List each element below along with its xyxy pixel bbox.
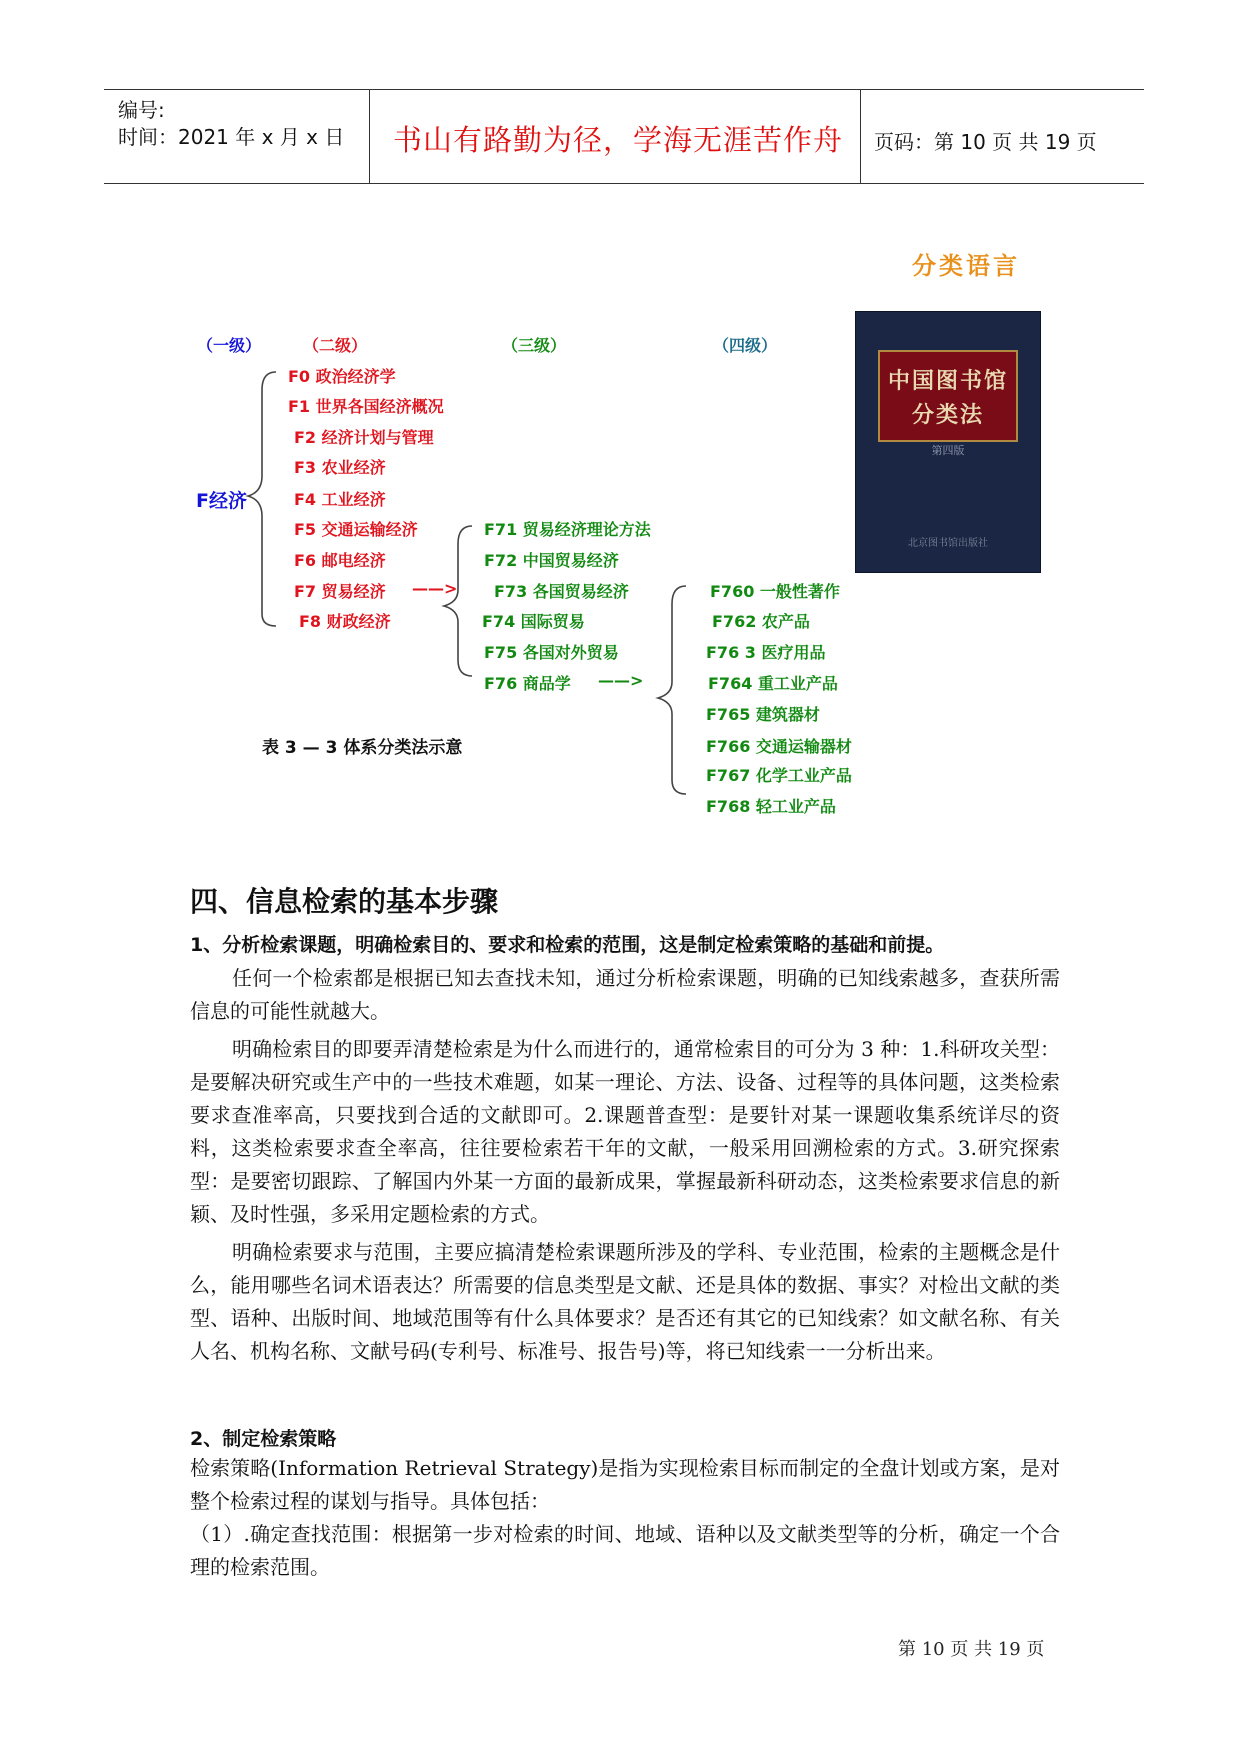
- diagram-caption: 表 3 — 3 体系分类法示意: [262, 738, 463, 758]
- level-label-2: （二级）: [303, 336, 368, 355]
- book-publisher: 北京图书馆出版社: [908, 538, 988, 549]
- level4-item: F764 重工业产品: [708, 674, 838, 693]
- paragraph: 明确检索要求与范围，主要应搞清楚检索课题所涉及的学科、专业范围，检索的主题概念是什么，能用哪些名词术语表达？所需要的信息类型是文献、还是具体的数据、事实？对检出文献的类型、语种、出版时间、地域范围等有什么具体要求？是否还有其它的已知线索？如文献名称、有关人名、机构名称、文献号码(专利号、标准号、报告号)等，将已知线索一一分析出来。: [190, 1240, 1060, 1363]
- level3-item: F75 各国对外贸易: [484, 643, 619, 662]
- level3-arrow: ——>: [598, 671, 644, 690]
- level4-item: F76 3 医疗用品: [706, 643, 826, 662]
- header-divider-right: [860, 89, 861, 183]
- level3-item: F73 各国贸易经济: [494, 582, 629, 601]
- level2-item: F6 邮电经济: [294, 551, 386, 570]
- root-node: F经济: [196, 490, 247, 512]
- level2-item: F8 财政经济: [299, 612, 391, 631]
- book-title-line2: 分类法: [911, 402, 984, 428]
- body-text: [190, 962, 1060, 1368]
- level2-item: F2 经济计划与管理: [294, 428, 434, 447]
- body-text-2: [190, 1452, 1060, 1584]
- book-edition: 第四版: [931, 444, 965, 457]
- step1-heading: 1、分析检索课题，明确检索目的、要求和检索的范围，这是制定检索策略的基础和前提。: [190, 934, 945, 956]
- level2-item: F1 世界各国经济概况: [288, 397, 444, 416]
- header-divider-left: [369, 89, 370, 183]
- level4-item: F766 交通运输器材: [706, 737, 852, 756]
- level2-item: F0 政治经济学: [288, 367, 396, 386]
- level-label-4: （四级）: [713, 336, 778, 355]
- header-motto: 书山有路勤为径，学海无涯苦作舟: [393, 123, 844, 157]
- book-label: [878, 350, 1018, 442]
- level-label-3: （三级）: [502, 336, 567, 355]
- level2-item: F4 工业经济: [294, 490, 386, 509]
- paragraph: （1）.确定查找范围：根据第一步对检索的时间、地域、语种以及文献类型等的分析，确定一个合理的检索范围。: [190, 1522, 1060, 1579]
- book-title-line1: 中国图书馆: [887, 368, 1008, 394]
- header-time-label: 时间：2021 年 x 月 x 日: [118, 125, 345, 149]
- level4-item: F765 建筑器材: [706, 705, 820, 724]
- level2-arrow: ——>: [412, 579, 458, 598]
- section-heading: 四、信息检索的基本步骤: [190, 885, 499, 918]
- diagram-title: 分类语言: [912, 252, 1020, 280]
- level4-item: F760 一般性著作: [710, 582, 840, 601]
- level4-item: F767 化学工业产品: [706, 766, 852, 785]
- level3-item: F74 国际贸易: [482, 612, 585, 631]
- level3-item: F71 贸易经济理论方法: [484, 520, 651, 539]
- level-label-1: （一级）: [197, 336, 262, 355]
- paragraph: 明确检索目的即要弄清楚检索是为什么而进行的，通常检索目的可分为 3 种：1.科研攻关型：是要解决研究或生产中的一些技术难题，如某一理论、方法、设备、过程等的具体问题，这类检索要求查准率高，只要找到合适的文献即可。2.课题普查型：是要针对某一课题收集系统详尽的资料，这类检索要求查全率高，往往要检索若干年的文献，一般采用回溯检索的方式。3.研究探索型：是要密切跟踪、了解国内外某一方面的最新成果，掌握最新科研动态，这类检索要求信息的新颖、及时性强，多采用定题检索的方式。: [190, 1037, 1060, 1226]
- level3-item: F76 商品学: [484, 674, 571, 693]
- book-cover-image: [855, 311, 1041, 573]
- header-page-info: 页码：第 10 页 共 19 页: [874, 130, 1097, 154]
- level3-item: F72 中国贸易经济: [484, 551, 619, 570]
- paragraph: 检索策略(Information Retrieval Strategy)是指为实现检索目标而制定的全盘计划或方案，是对整个检索过程的谋划与指导。具体包括：: [190, 1456, 1060, 1513]
- header-bottom-rule: [104, 183, 1144, 184]
- level4-item: F768 轻工业产品: [706, 797, 836, 816]
- header-top-rule: [104, 89, 1144, 90]
- level2-item: F5 交通运输经济: [294, 520, 418, 539]
- level4-item: F762 农产品: [712, 612, 810, 631]
- header-number-label: 编号:: [118, 98, 165, 122]
- page-footer: 第 10 页 共 19 页: [898, 1639, 1045, 1660]
- level2-item: F3 农业经济: [294, 458, 386, 477]
- paragraph: 任何一个检索都是根据已知去查找未知，通过分析检索课题，明确的已知线索越多，查获所需信息的可能性就越大。: [190, 966, 1060, 1023]
- level2-item: F7 贸易经济: [294, 582, 386, 601]
- step2-heading: 2、制定检索策略: [190, 1428, 337, 1450]
